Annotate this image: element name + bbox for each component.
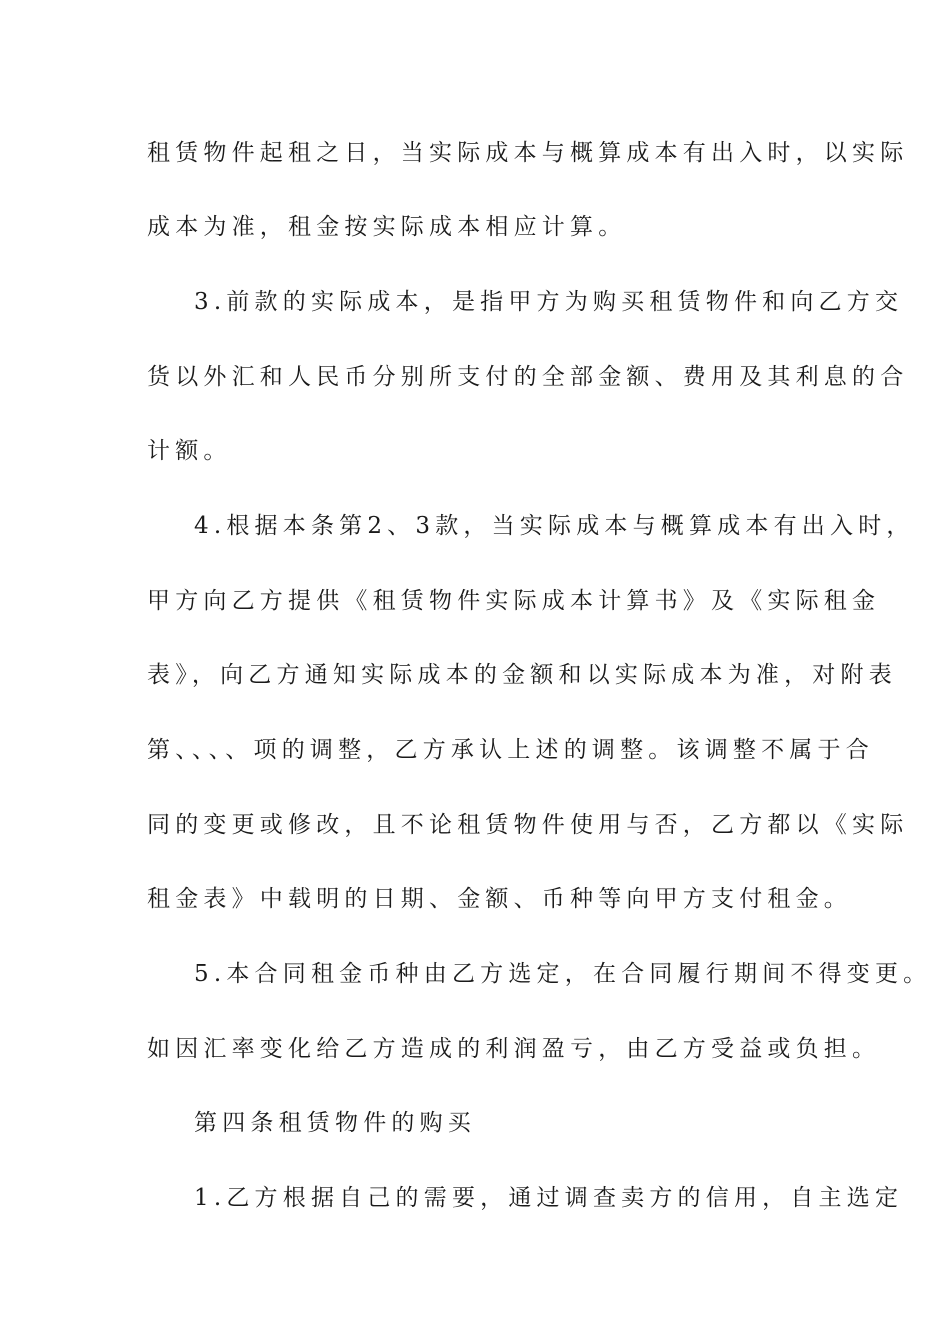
text-line: 成本为准，租金按实际成本相应计算。 xyxy=(147,214,627,240)
text-line: 第、、、、项的调整，乙方承认上述的调整。该调整不属于合 xyxy=(147,737,874,763)
text-line: 租金表》中载明的日期、金额、币种等向甲方支付租金。 xyxy=(147,886,852,912)
paragraph-start-line: 1.乙方根据自己的需要，通过调查卖方的信用，自主选定 xyxy=(194,1185,904,1211)
paragraph-start-line: 4.根据本条第2、3款，当实际成本与概算成本有出入时， xyxy=(194,513,915,539)
text-line: 同的变更或修改，且不论租赁物件使用与否，乙方都以《实际 xyxy=(147,812,909,838)
text-line: 表》，向乙方通知实际成本的金额和以实际成本为准，对附表 xyxy=(147,662,897,688)
text-line: 如因汇率变化给乙方造成的利润盈亏，由乙方受益或负担。 xyxy=(147,1036,881,1062)
text-line: 计额。 xyxy=(147,438,232,464)
text-line: 甲方向乙方提供《租赁物件实际成本计算书》及《实际租金 xyxy=(147,588,881,614)
paragraph-start-line: 5.本合同租金币种由乙方选定，在合同履行期间不得变更。 xyxy=(194,961,932,987)
paragraph-start-line: 3.前款的实际成本，是指甲方为购买租赁物件和向乙方交 xyxy=(194,289,904,315)
text-line: 租赁物件起租之日，当实际成本与概算成本有出入时，以实际 xyxy=(147,140,909,166)
section-heading: 第四条租赁物件的购买 xyxy=(194,1110,476,1136)
text-line: 货以外汇和人民币分别所支付的全部金额、费用及其利息的合 xyxy=(147,364,909,390)
